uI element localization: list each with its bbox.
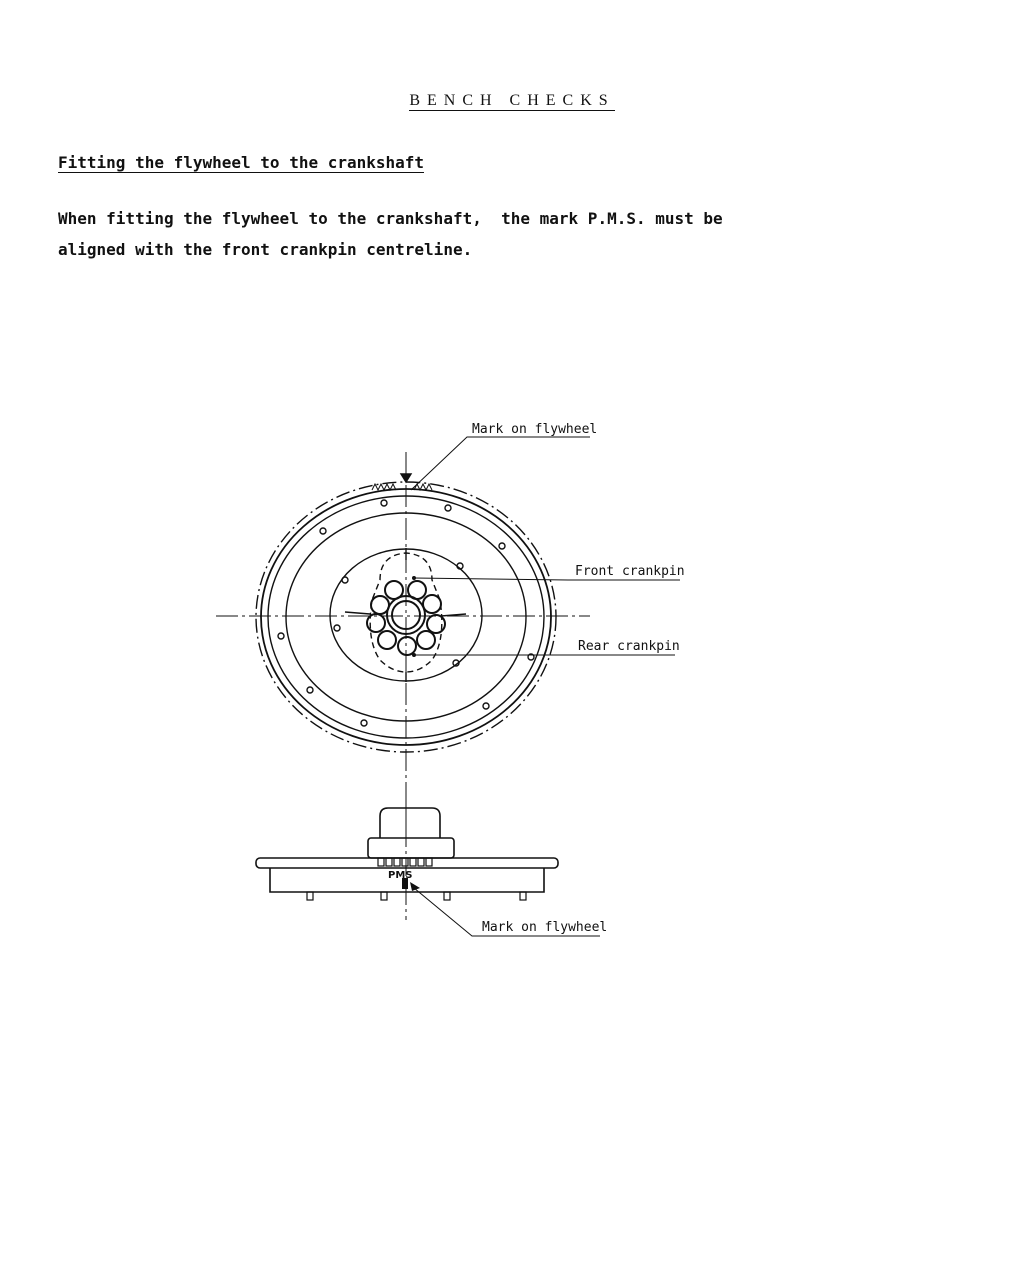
crank-stub bbox=[380, 808, 440, 838]
mark-leader bbox=[411, 437, 590, 490]
page-heading-text: BENCH CHECKS bbox=[409, 92, 615, 109]
dowel-pins bbox=[307, 892, 526, 900]
rear-crankpin-label: Rear crankpin bbox=[578, 639, 680, 654]
section-title: Fitting the flywheel to the crankshaft bbox=[58, 153, 425, 172]
front-crankpin-label: Front crankpin bbox=[575, 564, 685, 579]
side-mark-arrow bbox=[410, 882, 420, 891]
top-view-leaders bbox=[411, 437, 680, 655]
hub-bolts-side bbox=[378, 858, 432, 866]
hub-flange bbox=[368, 838, 454, 858]
centerlines bbox=[216, 452, 590, 920]
top-mark-label: Mark on flywheel bbox=[472, 422, 598, 437]
pms-text: PMS bbox=[388, 870, 413, 881]
paragraph-line-1: When fitting the flywheel to the crankshaft, the mark P.M.S. must be bbox=[58, 209, 723, 228]
rear-crankpin-dot bbox=[412, 653, 416, 657]
front-crankpin-dot bbox=[412, 576, 416, 580]
side-mark-label: Mark on flywheel bbox=[482, 920, 608, 935]
paragraph-line-2: aligned with the front crankpin centreline. bbox=[58, 240, 473, 259]
